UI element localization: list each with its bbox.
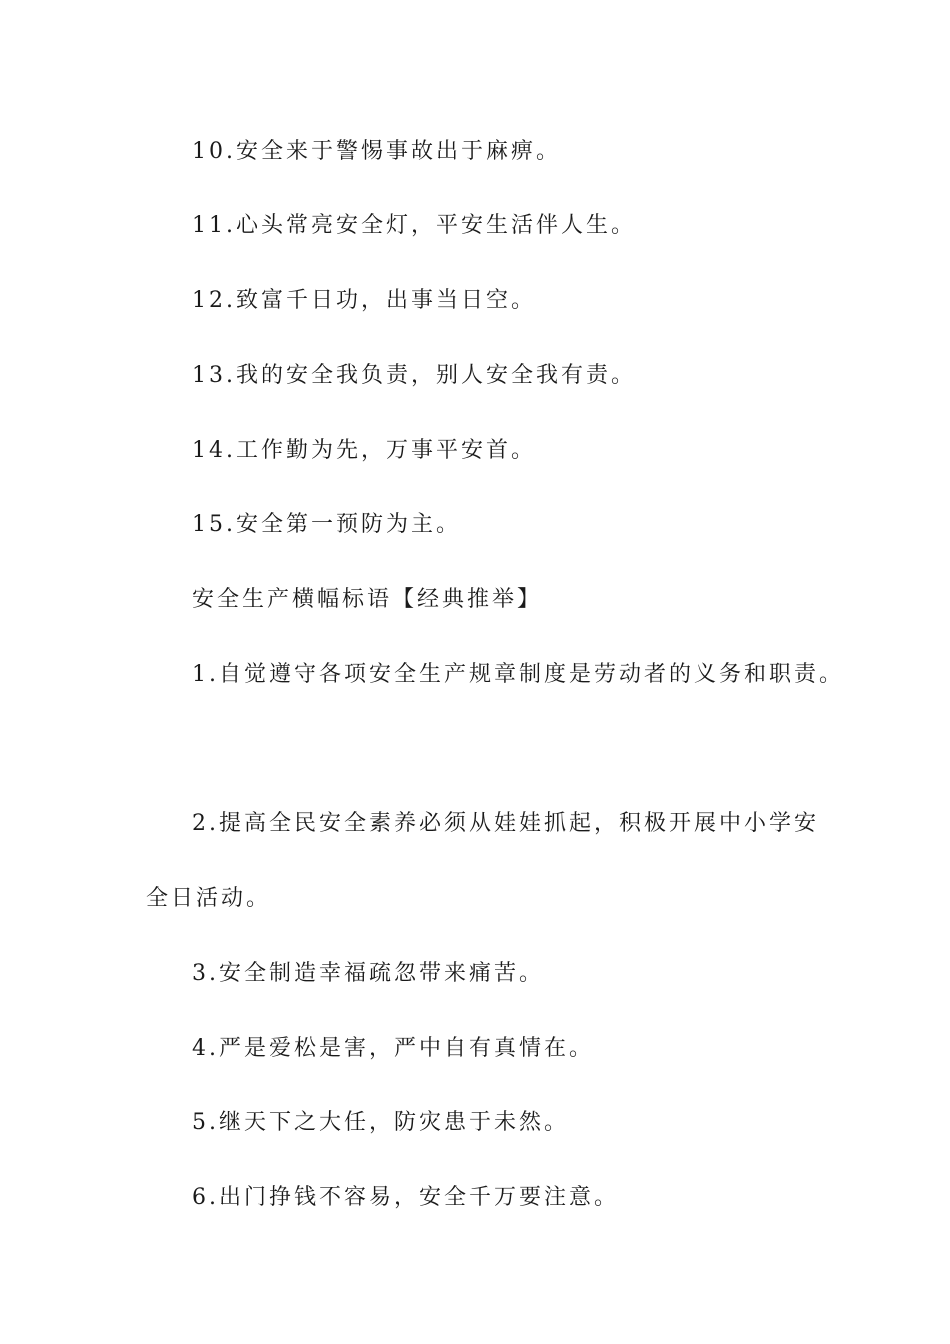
banner-slogan-6: 6.出门挣钱不容易，安全千万要注意。	[192, 1185, 619, 1210]
slogan-10: 10.安全来于警惕事故出于麻痹。	[192, 139, 561, 164]
banner-slogan-2: 2.提高全民安全素养必须从娃娃抓起，积极开展中小学安	[192, 811, 819, 836]
slogan-12: 12.致富千日功，出事当日空。	[192, 288, 536, 313]
banner-slogan-5: 5.继天下之大任，防灾患于未然。	[192, 1110, 569, 1135]
slogan-15: 15.安全第一预防为主。	[192, 512, 461, 537]
banner-slogan-2-continued: 全日活动。	[146, 886, 272, 911]
banner-slogan-4: 4.严是爱松是害，严中自有真情在。	[192, 1036, 594, 1061]
slogan-11: 11.心头常亮安全灯，平安生活伴人生。	[192, 213, 636, 238]
banner-slogan-1: 1.自觉遵守各项安全生产规章制度是劳动者的义务和职责。	[192, 662, 844, 687]
slogan-13: 13.我的安全我负责，别人安全我有责。	[192, 363, 636, 388]
slogan-14: 14.工作勤为先，万事平安首。	[192, 438, 536, 463]
banner-slogan-3: 3.安全制造幸福疏忽带来痛苦。	[192, 961, 544, 986]
section-heading: 安全生产横幅标语【经典推举】	[192, 587, 543, 612]
